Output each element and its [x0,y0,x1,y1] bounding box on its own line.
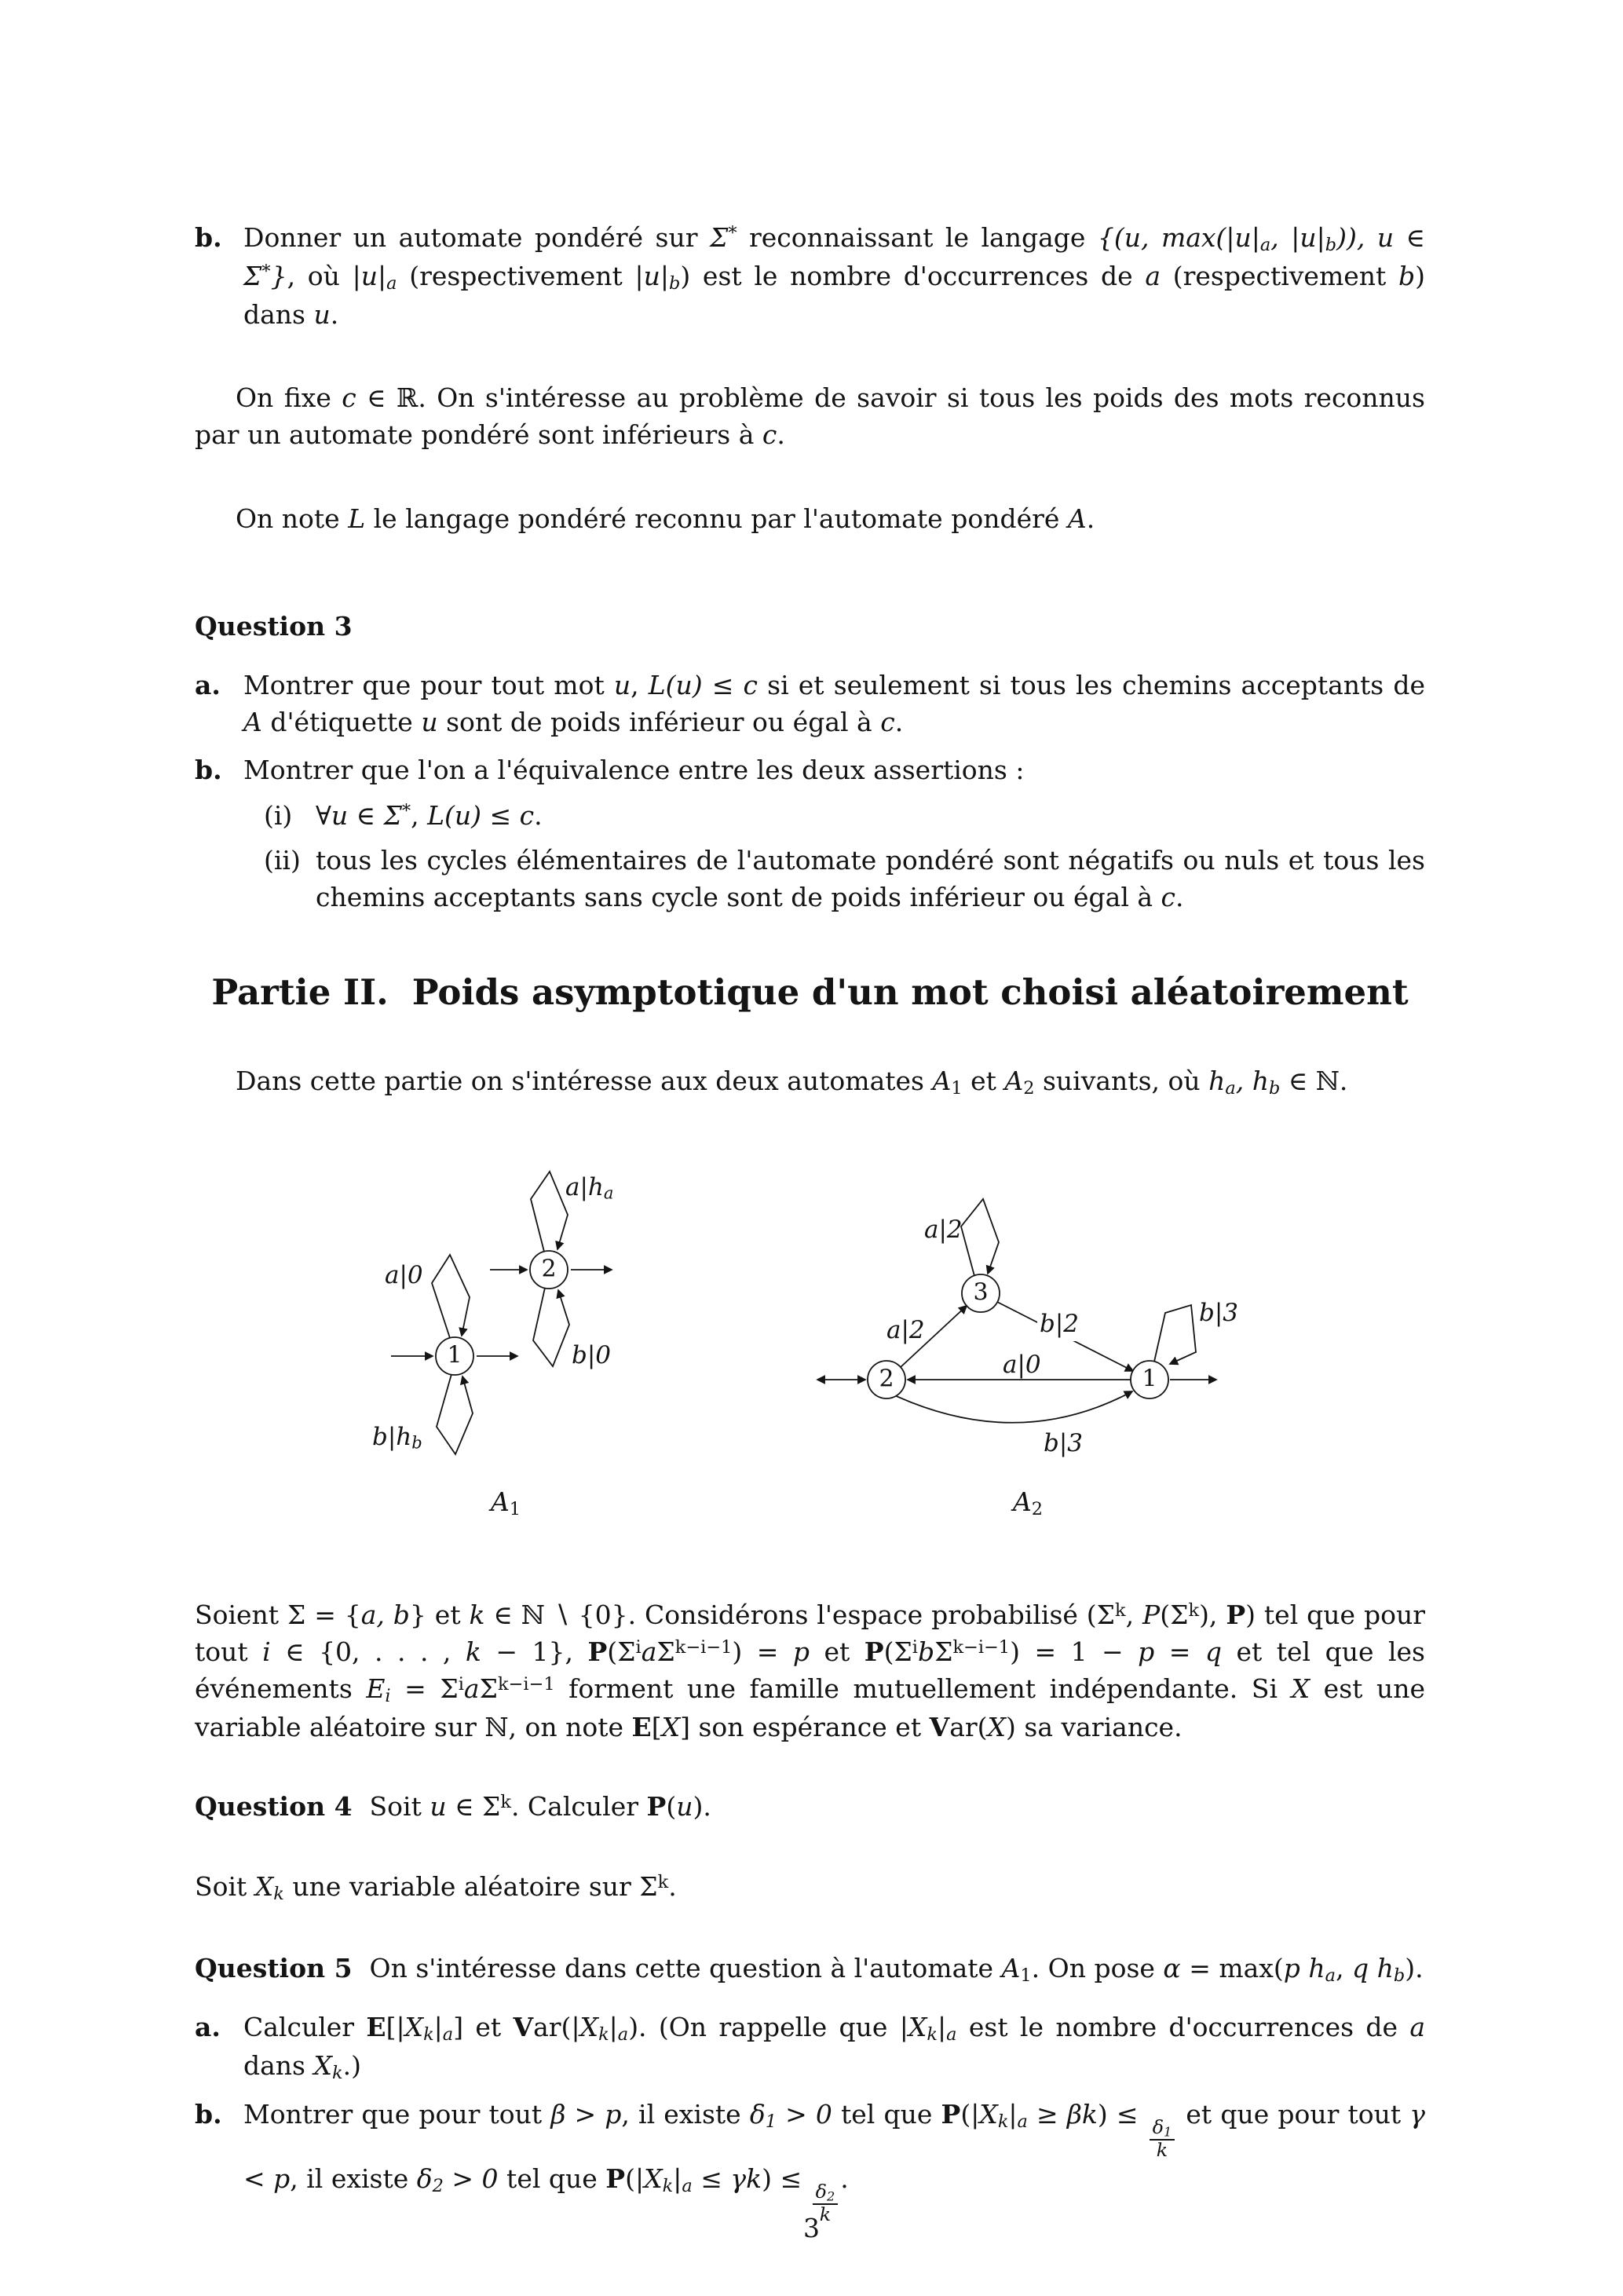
assertion-ii-label: (ii) [264,845,301,876]
automaton-a1-figure [372,1140,639,1523]
question-5-item-a [195,2009,1425,2086]
question-5-item-b [195,2097,1425,2225]
a2-label-edge23: a|2 [886,1316,925,1345]
automaton-a2-diagram [808,1156,1248,1462]
part-2-heading-title: Poids asymptotique d'un mot choisi aléatoirement [411,971,1409,1014]
question-5-item-b-text: Montrer que pour tout β > p, il existe $\delta_1 > 0$ tel que $P(|X_k|_a \ge \beta k)$ ≤ $\frac{\delta_1}{k}$ et que pour tout γ < p, il existe $\delta_2 > 0$ tel que $P(|X_k|_a \le \gamma k)$ ≤ $\frac{\delta_2}{k}$ . [243,2099,1425,2226]
a2-state2-number: 2 [879,1366,894,1393]
question-4 [195,1789,1425,1826]
a1-loop-a0-edge [432,1255,470,1338]
a2-label-edge31: b|2 [1037,1307,1081,1341]
question-3-heading: Question 3 [195,611,353,642]
paragraph-on-note: On note L le langage pondéré reconnu par l'automate pondéré A. [236,503,1095,535]
a1-label-a0: a|0 [385,1261,423,1290]
intro-item-b [195,220,1425,333]
question-4-text: Soit u ∈ $\Sigma^k$. Calculer P(u). [369,1791,711,1823]
assertion-i-text: ∀u ∈ Σ*, L(u) ≤ c. [316,800,543,832]
a1-loop-bhb-edge [437,1374,473,1454]
intro-item-b-text: Donner un automate pondéré sur Σ* reconnaissant le langage {(u, $\max(|u|_a$, $|u|_b$)), u ∈ Σ*}, où $|u|_a$ (respectivement $|u|_b$) est le nombre d'occurrences de a (respectivement b) dans u. [243,222,1425,330]
question-5-item-b-label: b. [195,2099,222,2130]
a1-state1-number: 1 [447,1342,462,1369]
question-3-item-b [195,752,1425,789]
paragraph-on-fixe: On fixe c ∈ ℝ. On s'intéresse au problème de savoir si tous les poids des mots reconnus par un automate pondéré sont inférieurs à c. [195,382,1425,451]
automaton-a1-diagram [372,1140,639,1462]
a1-label-b0: b|0 [572,1341,612,1370]
question-3-item-b-label: b. [195,754,222,785]
page-number: 3 [803,2213,820,2244]
a1-state2-number: 2 [541,1256,557,1283]
question-4-label: Question 4 [195,1791,353,1823]
question-3-item-a [195,667,1425,741]
assertion-ii-text: tous les cycles élémentaires de l'automate pondéré sont négatifs ou nuls et tous les chemins acceptants sans cycle sont de poids inférieur ou égal à c. [316,845,1425,913]
a2-state3-number: 3 [973,1279,989,1307]
a2-label-edge21: b|3 [1044,1429,1084,1458]
a2-loop-1-edge [1154,1305,1196,1364]
automaton-a2-canvas [808,1156,1248,1462]
part-2-heading-label: Partie II. [211,971,389,1014]
question-5-label: Question 5 [195,1953,353,1984]
part-2-heading [195,970,1425,1016]
a2-label-edge12: a|0 [1003,1351,1041,1380]
question-3-assertion-i [195,798,1425,835]
a2-label-loop3: a|2 [924,1216,963,1245]
question-5 [195,1951,1425,1989]
paragraph-probability-intro: Soient Σ = {a, b} et k ∈ ℕ ∖ {0}. Considérons l'espace probabilisé ($\Sigma^k$, $P(\Sigma^k)$, P) tel que pour tout i ∈ {0, . . . , k − 1}, $P(\Sigma^ia\Sigma^{k-i-1}) = p$ et $P(\Sigma^ib\Sigma^{k-i-1}) = 1 - p = q$ et tel que les événements $E_i = \Sigma^ia\Sigma^{k-i-1}$ forment une famille mutuellement indépendante. Si X est une variable aléatoire sur ℕ, on note E[X] son espérance et Var(X) sa variance. [195,1600,1425,1742]
paragraph-xk: Soit $X_k$ une variable aléatoire sur $\Sigma^k$. [195,1871,677,1905]
a2-edge-2-to-1-curve [891,1391,1132,1423]
paragraph-part2-intro: Dans cette partie on s'intéresse aux deux automates $A_1$ et $A_2$ suivants, où $h_a$, $h_b$ ∈ ℕ. [236,1065,1348,1099]
question-3-assertion-ii [195,843,1425,916]
automata-figures-row [195,1140,1425,1523]
question-5-item-a-label: a. [195,2011,221,2042]
automaton-a2-caption: $A_2$ [1012,1486,1044,1520]
a1-label-aha: $a|h_a$ [565,1173,614,1203]
a1-loop-aha-edge [531,1172,568,1252]
question-3-item-b-text: Montrer que l'on a l'équivalence entre les deux assertions : [243,754,1025,785]
a2-label-loop1: b|3 [1199,1299,1239,1328]
question-3-item-a-label: a. [195,669,221,700]
automaton-a1-caption: $A_1$ [490,1486,521,1520]
question-5-text: On s'intéresse dans cette question à l'automate $A_1$. On pose α = max(p $h_a$, q $h_b$). [369,1953,1424,1986]
question-5-item-a-text: Calculer $E[|X_k|_a]$ et $Var(|X_k|_a)$. (On rappelle que $|X_k|_a$ est le nombre d'occurrences de a dans $X_k$.) [243,2011,1426,2083]
automaton-a2-figure [808,1156,1248,1523]
a1-loop-b0-edge [533,1288,569,1366]
intro-item-b-label: b. [195,222,222,253]
a1-label-bhb: $b|h_b$ [372,1423,422,1453]
a2-state1-number: 1 [1142,1366,1157,1393]
assertion-i-label: (i) [264,800,293,832]
question-3-item-a-text: Montrer que pour tout mot u, L(u) ≤ c si et seulement si tous les chemins acceptants de A d'étiquette u sont de poids inférieur ou égal à c. [243,669,1426,737]
a2-loop-3-edge [961,1199,999,1276]
